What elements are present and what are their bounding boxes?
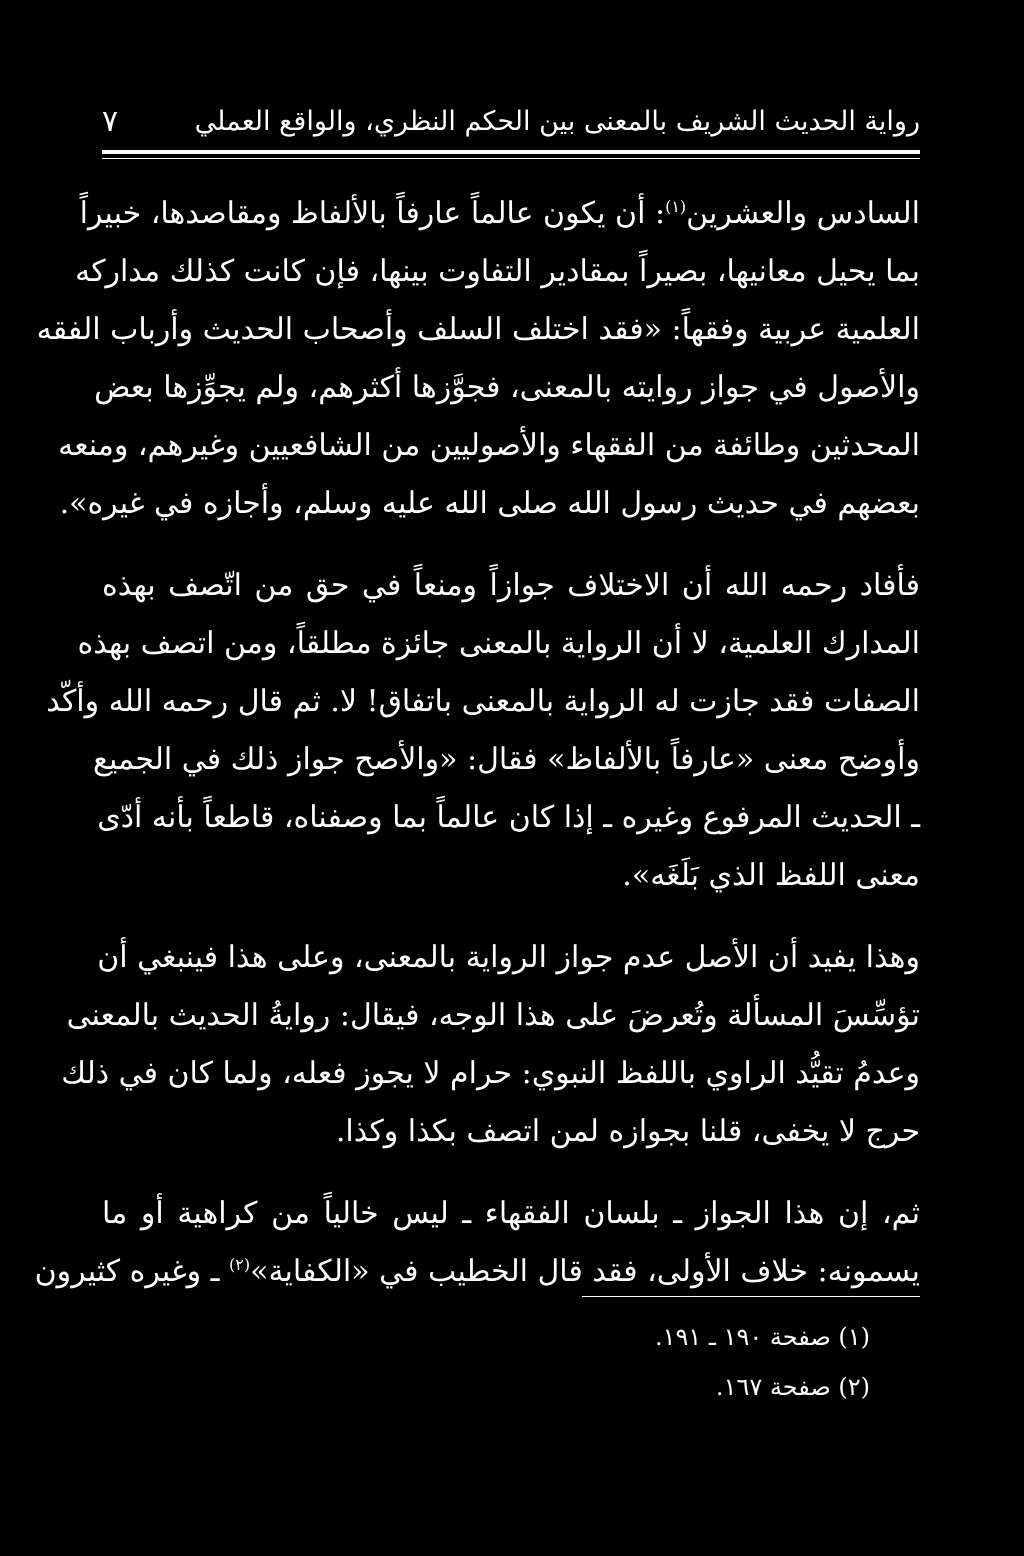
footnote-ref-1: (١) <box>665 197 687 216</box>
footnotes <box>560 1312 870 1412</box>
text-line: المدارك العلمية، لا أن الرواية بالمعنى جائزة مطلقاً، ومن اتصف بهذه <box>77 626 920 661</box>
footnote-ref-2: (٢) <box>229 1255 251 1274</box>
paragraph-gap <box>102 905 920 929</box>
text-line: تؤسِّسَ المسألة وتُعرضَ على هذا الوجه، فيقال: روايةُ الحديث بالمعنى <box>66 998 920 1033</box>
text-line: السادس والعشرين$^{(١)}$: أن يكون عالماً عارفاً بالألفاظ ومقاصدها، خبيراً <box>79 196 920 231</box>
paragraph-4 <box>34 1185 920 1301</box>
body-text <box>34 185 920 1301</box>
footnote-2: (٢) صفحة ١٦٧. <box>715 1373 870 1401</box>
paragraph-2 <box>46 557 920 905</box>
paragraph-1 <box>36 185 920 533</box>
header-rule-thick <box>102 150 920 154</box>
running-header <box>102 102 920 150</box>
footnote-1: (١) صفحة ١٩٠ ـ ١٩١. <box>654 1323 870 1351</box>
text-line: بعضهم في حديث رسول الله صلى الله عليه وسلم، وأجازه في غيره». <box>59 486 920 521</box>
header-rule-thin <box>102 158 920 159</box>
text-line: والأصول في جواز روايته بالمعنى، فجوَّزها أكثرهم، ولم يجوِّزها بعض <box>94 370 920 405</box>
text-line: حرج لا يخفى، قلنا بجوازه لمن اتصف بكذا وكذا. <box>335 1114 920 1149</box>
text-line: معنى اللفظ الذي بَلَغَه». <box>622 858 920 893</box>
text-line: وعدمُ تقيُّد الراوي باللفظ النبوي: حرام لا يجوز فعله، ولما كان في ذلك <box>61 1056 920 1091</box>
text-line: ثم، إن هذا الجواز ـ بلسان الفقهاء ـ ليس خالياً من كراهية أو ما <box>102 1196 920 1231</box>
text-line: فأفاد رحمه الله أن الاختلاف جوازاً ومنعاً في حق من اتّصف بهذه <box>102 568 920 603</box>
paragraph-gap <box>102 1161 920 1185</box>
text-line: يسمونه: خلاف الأولى، فقد قال الخطيب في «الكفاية»$^{(٢)}$ ـ وغيره كثيرون <box>34 1254 920 1289</box>
paragraph-gap <box>102 533 920 557</box>
text-line: وأوضح معنى «عارفاً بالألفاظ» فقال: «والأصح جواز ذلك في الجميع <box>93 742 920 777</box>
text-line: الصفات فقد جازت له الرواية بالمعنى باتفاق! لا. ثم قال رحمه الله وأكّد <box>46 684 920 719</box>
text-line: وهذا يفيد أن الأصل عدم جواز الرواية بالمعنى، وعلى هذا فينبغي أن <box>97 940 920 975</box>
page-number: ٧ <box>102 104 119 139</box>
text-line: العلمية عربية وفقهاً: «فقد اختلف السلف وأصحاب الحديث وأرباب الفقه <box>36 312 920 347</box>
running-header-title: رواية الحديث الشريف بالمعنى بين الحكم النظري، والواقع العملي <box>194 106 920 137</box>
footnote-rule <box>582 1296 920 1297</box>
text-line: المحدثين وطائفة من الفقهاء والأصوليين من الشافعيين وغيرهم، ومنعه <box>58 428 920 463</box>
text-line: بما يحيل معانيها، بصيراً بمقادير التفاوت بينها، فإن كانت كذلك مداركه <box>75 254 920 289</box>
paragraph-3 <box>61 929 920 1161</box>
text-line: ـ الحديث المرفوع وغيره ـ إذا كان عالماً بما وصفناه، قاطعاً بأنه أدّى <box>97 800 920 835</box>
